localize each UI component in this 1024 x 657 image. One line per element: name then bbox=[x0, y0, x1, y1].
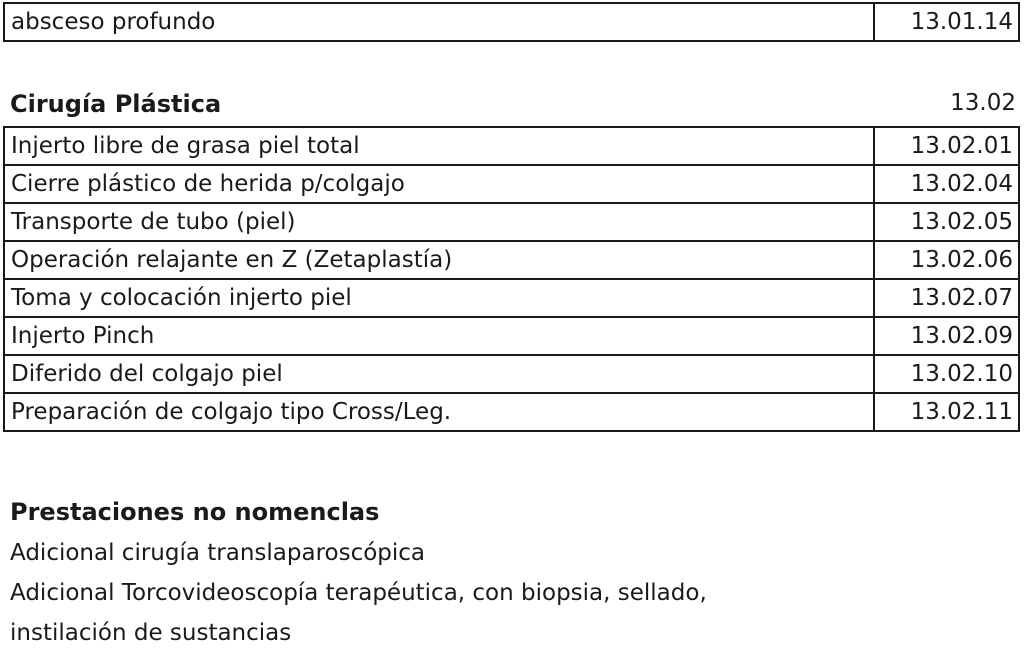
section-title-plastic-surgery: Cirugía Plástica bbox=[10, 90, 222, 118]
procedure-name: Preparación de colgajo tipo Cross/Leg. bbox=[4, 393, 874, 431]
procedure-name: Transporte de tubo (piel) bbox=[4, 203, 874, 241]
table-row bbox=[4, 279, 1019, 317]
table-row bbox=[4, 355, 1019, 393]
table-row bbox=[4, 317, 1019, 355]
procedure-code: 13.02.05 bbox=[874, 203, 1019, 241]
procedure-code: 13.02.11 bbox=[874, 393, 1019, 431]
procedure-name: Injerto Pinch bbox=[4, 317, 874, 355]
procedure-code: 13.02.01 bbox=[874, 127, 1019, 165]
table-row bbox=[4, 393, 1019, 431]
procedure-name: Cierre plástico de herida p/colgajo bbox=[4, 165, 874, 203]
table-row bbox=[4, 241, 1019, 279]
procedure-code: 13.02.09 bbox=[874, 317, 1019, 355]
procedure-code: 13.02.04 bbox=[874, 165, 1019, 203]
procedure-code: 13.01.14 bbox=[874, 3, 1019, 41]
section-title-non-nomenclature: Prestaciones no nomenclas bbox=[10, 498, 380, 526]
procedure-name: Operación relajante en Z (Zetaplastía) bbox=[4, 241, 874, 279]
table-row bbox=[4, 165, 1019, 203]
table-row bbox=[4, 203, 1019, 241]
service-line-continuation: instilación de sustancias bbox=[10, 620, 292, 646]
service-line: Adicional cirugía translaparoscópica bbox=[10, 540, 426, 566]
procedure-name: absceso profundo bbox=[4, 3, 874, 41]
top-procedure-table bbox=[3, 2, 1020, 42]
procedure-code: 13.02.07 bbox=[874, 279, 1019, 317]
service-line: Adicional Torcovideoscopía terapéutica, con biopsia, sellado, bbox=[10, 580, 707, 606]
procedure-code: 13.02.06 bbox=[874, 241, 1019, 279]
procedure-name: Toma y colocación injerto piel bbox=[4, 279, 874, 317]
procedure-name: Diferido del colgajo piel bbox=[4, 355, 874, 393]
plastic-surgery-table bbox=[3, 126, 1020, 432]
procedure-code: 13.02.10 bbox=[874, 355, 1019, 393]
section-code-plastic-surgery: 13.02 bbox=[950, 90, 1016, 116]
table-row bbox=[4, 3, 1019, 41]
table-row bbox=[4, 127, 1019, 165]
procedure-name: Injerto libre de grasa piel total bbox=[4, 127, 874, 165]
